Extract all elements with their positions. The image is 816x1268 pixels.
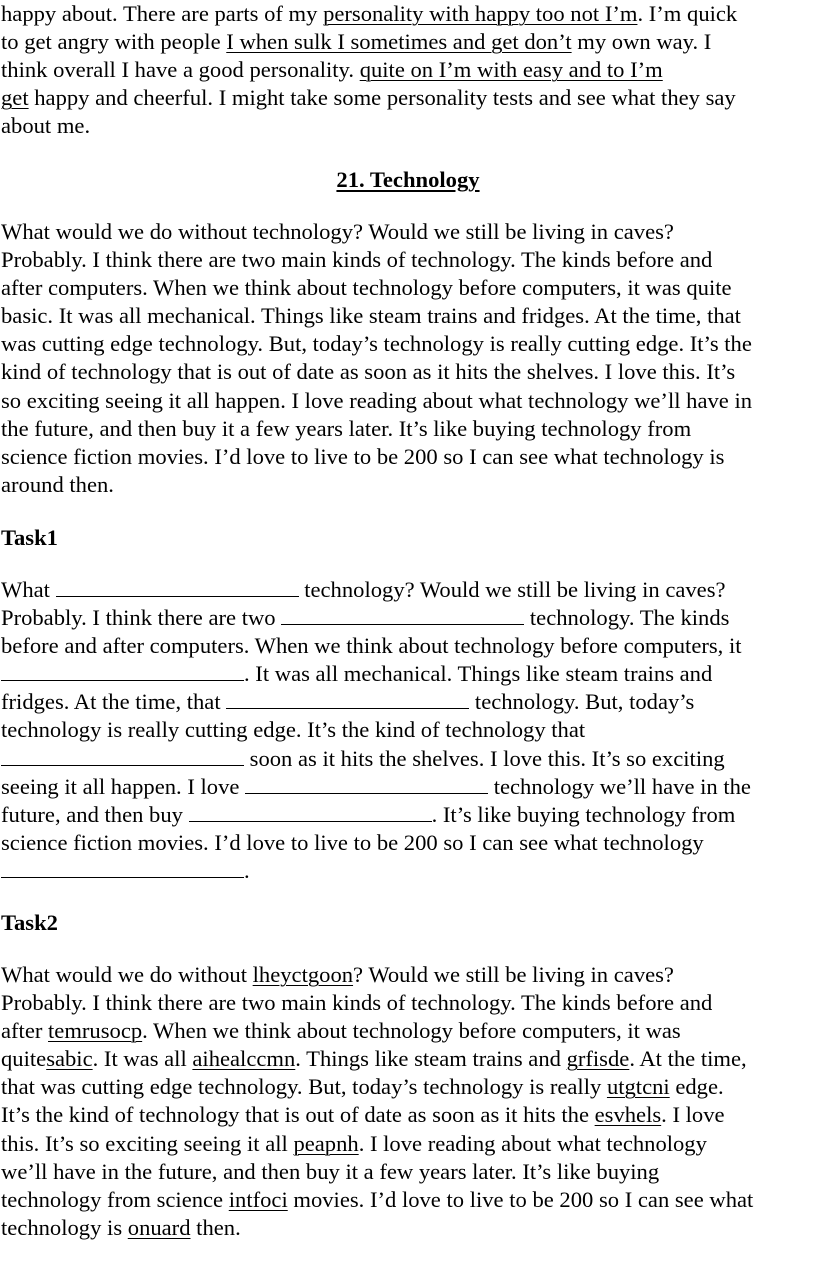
text-run: What would we do without — [1, 962, 253, 987]
answer-blank[interactable] — [1, 747, 244, 766]
text-run: kind of technology that is out of date as soon as it hits the shelves. I love this. It’s — [1, 359, 736, 385]
answer-blank[interactable] — [189, 803, 432, 822]
text-line — [1, 1045, 816, 1073]
underlined-word: aihealccmn — [192, 1046, 296, 1072]
text-line — [1, 688, 816, 716]
task1-gap-fill-paragraph — [1, 576, 816, 885]
text-line — [1, 857, 816, 885]
text-run: What would we do without technology? Would we still be living in caves? — [1, 219, 674, 244]
text-line — [1, 330, 816, 358]
answer-blank[interactable] — [1, 662, 244, 681]
text-run: ? Would we still be living in caves? — [353, 962, 674, 987]
text-run: technology. But, today’s — [469, 689, 695, 715]
text-run: after — [1, 1018, 49, 1044]
answer-blank[interactable] — [56, 578, 299, 597]
text-run: . When we think about technology before computers, it was — [142, 1018, 681, 1044]
text-run: after computers. When we think about technology before computers, it was quite — [1, 275, 732, 301]
text-run: . It was all mechanical. Things like steam trains and — [244, 661, 713, 687]
underlined-word: peapnh — [293, 1130, 359, 1156]
underlined-word: personality with happy too not I’m — [323, 1, 638, 26]
text-run: . I love reading about what technology — [358, 1130, 707, 1156]
text-run: then. — [190, 1214, 241, 1240]
underlined-word: utgtcni — [606, 1074, 670, 1100]
text-run: It’s the kind of technology that is out of date as soon as it hits the — [1, 1102, 595, 1128]
text-run: that was cutting edge technology. But, today’s technology is really — [1, 1074, 607, 1100]
text-run: happy and cheerful. I might take some personality tests and see what they say — [28, 85, 736, 111]
text-line — [1, 801, 816, 829]
text-run: think overall I have a good personality. — [1, 57, 360, 83]
underlined-word: temrusocp — [48, 1018, 143, 1044]
text-run: technology from science — [1, 1186, 229, 1212]
text-run: . Things like steam trains and — [295, 1046, 567, 1072]
text-run: this. It’s so exciting seeing it all — [1, 1130, 294, 1156]
text-run: we’ll have in the future, and then buy it a few years later. It’s like buying — [1, 1158, 660, 1184]
text-line — [1, 112, 816, 140]
technology-passage — [1, 218, 816, 499]
text-run: Probably. I think there are two — [1, 605, 282, 631]
text-run: basic. It was all mechanical. Things like steam trains and fridges. At the time, that — [1, 303, 741, 329]
text-run: . At the time, — [629, 1046, 747, 1072]
text-line — [1, 745, 816, 773]
text-line — [1, 443, 816, 471]
text-line — [1, 56, 816, 84]
text-run: technology is really cutting edge. It’s the kind of technology that — [1, 717, 586, 743]
text-run: science fiction movies. I’d love to live to be 200 so I can see what technology is — [1, 443, 725, 469]
underlined-word: intfoci — [228, 1186, 288, 1212]
text-line — [1, 471, 816, 499]
text-line — [1, 84, 816, 112]
text-run: science fiction movies. I’d love to live to be 200 so I can see what technology — [1, 829, 704, 855]
text-run: . — [244, 857, 250, 883]
text-run: What — [1, 577, 56, 602]
text-run: future, and then buy — [1, 801, 189, 827]
text-run: . I’m quick — [637, 1, 738, 26]
text-line — [1, 28, 816, 56]
answer-blank[interactable] — [281, 606, 524, 625]
text-run: to get angry with people — [1, 29, 227, 55]
underlined-word: I when sulk I sometimes and get don’t — [226, 29, 572, 55]
text-line — [1, 961, 816, 989]
underlined-word: esvhels — [594, 1102, 662, 1128]
task1-label: Task1 — [1, 525, 58, 550]
text-run: quite — [1, 1046, 47, 1072]
text-run: my own way. I — [571, 29, 712, 55]
text-run: Probably. I think there are two main kinds of technology. The kinds before and — [1, 247, 713, 273]
section-heading — [0, 166, 816, 194]
text-line — [1, 829, 816, 857]
text-line — [1, 274, 816, 302]
text-line — [1, 0, 816, 28]
underlined-word: get — [1, 85, 29, 111]
text-line — [1, 716, 816, 744]
text-run: technology? Would we still be living in caves? — [298, 577, 726, 602]
answer-blank[interactable] — [245, 775, 488, 794]
intro-paragraph — [1, 0, 816, 140]
text-line — [1, 246, 816, 274]
text-run: technology. The kinds — [524, 605, 730, 631]
text-line — [1, 1214, 816, 1242]
text-line — [1, 1073, 816, 1101]
text-run: the future, and then buy it a few years later. It’s like buying technology from — [1, 415, 692, 441]
text-run: movies. I’d love to live to be 200 so I can see what — [287, 1186, 754, 1212]
text-run: . It’s like buying technology from — [431, 801, 736, 827]
text-run: before and after computers. When we think about technology before computers, it — [1, 633, 742, 659]
underlined-word: sabic — [46, 1046, 93, 1072]
text-run: so exciting seeing it all happen. I love reading about what technology we’ll have in — [1, 387, 753, 413]
answer-blank[interactable] — [226, 690, 469, 709]
text-line — [1, 358, 816, 386]
text-run: around then. — [1, 471, 114, 497]
text-run: was cutting edge technology. But, today’s technology is really cutting edge. It’s the — [1, 331, 752, 357]
underlined-word: quite on I’m with easy and to I’m — [359, 57, 663, 83]
section-heading-text: 21. Technology — [336, 167, 480, 192]
text-run: Probably. I think there are two main kinds of technology. The kinds before and — [1, 990, 713, 1016]
text-run: about me. — [1, 113, 91, 139]
text-line — [1, 604, 816, 632]
text-line — [1, 576, 816, 604]
text-run: technology we’ll have in the — [488, 773, 751, 799]
text-run: seeing it all happen. I love — [1, 773, 246, 799]
text-line — [1, 387, 816, 415]
text-line — [1, 1186, 816, 1214]
text-run: . It was all — [92, 1046, 193, 1072]
text-line — [1, 773, 816, 801]
text-line — [1, 1130, 816, 1158]
underlined-word: grfisde — [566, 1046, 630, 1072]
task2-unscramble-paragraph — [1, 961, 816, 1242]
text-run: . I love — [661, 1102, 725, 1128]
text-line — [1, 632, 816, 660]
text-line — [1, 989, 816, 1017]
answer-blank[interactable] — [1, 859, 244, 878]
text-line — [1, 1017, 816, 1045]
text-line — [1, 218, 816, 246]
text-run: edge. — [669, 1074, 724, 1100]
text-run: soon as it hits the shelves. I love this. It’s so exciting — [244, 745, 725, 771]
text-line — [1, 1158, 816, 1186]
text-run: technology is — [1, 1214, 128, 1240]
text-run: fridges. At the time, that — [1, 689, 227, 715]
text-line — [1, 1101, 816, 1129]
text-line — [1, 660, 816, 688]
text-line — [1, 415, 816, 443]
text-line — [1, 302, 816, 330]
underlined-word: lheyctgoon — [252, 962, 354, 987]
text-run: happy about. There are parts of my — [1, 1, 324, 26]
underlined-word: onuard — [127, 1214, 191, 1240]
task2-label: Task2 — [1, 910, 58, 935]
